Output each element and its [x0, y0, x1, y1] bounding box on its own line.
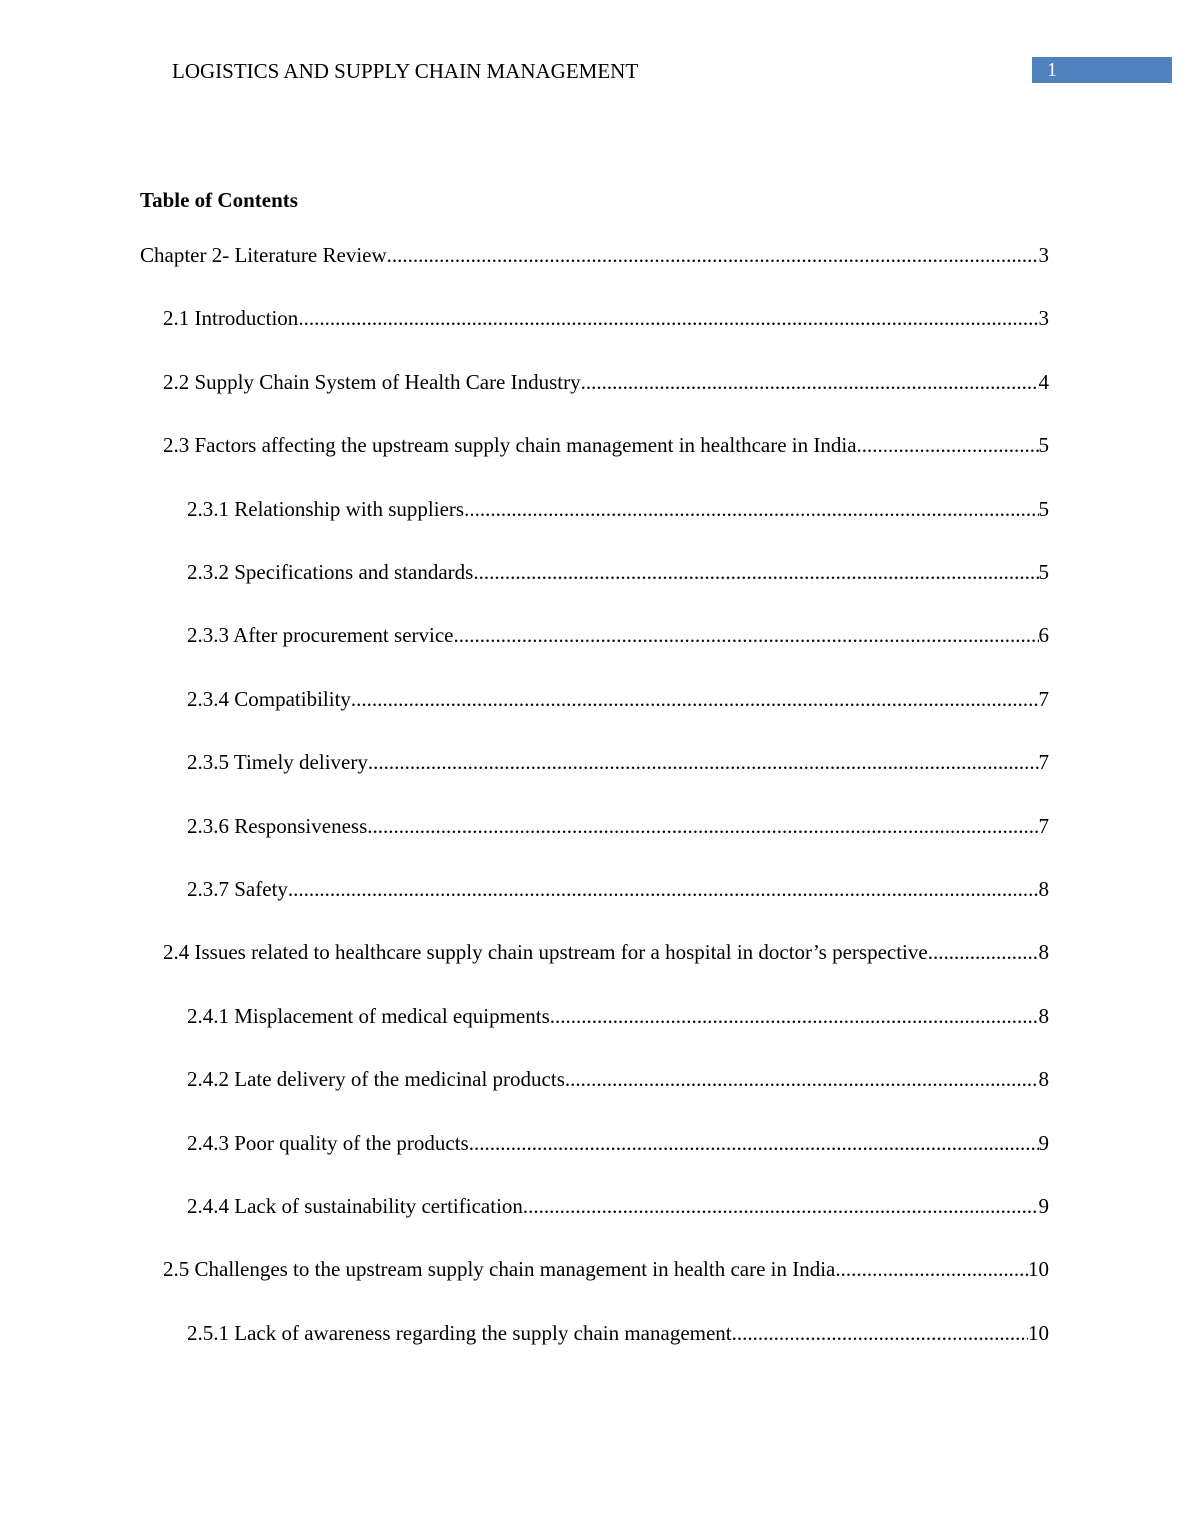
toc-entry-page-number: 5	[1038, 560, 1049, 584]
toc-entry-title: 2.4.3 Poor quality of the products	[187, 1131, 469, 1155]
toc-entry-title: 2.3.7 Safety	[187, 877, 288, 901]
toc-entry-page-number: 7	[1038, 750, 1049, 774]
toc-dot-leader	[469, 1129, 1039, 1157]
toc-dot-leader	[928, 938, 1039, 966]
toc-entry[interactable]	[140, 304, 1049, 332]
toc-entry[interactable]	[140, 812, 1049, 840]
toc-entry[interactable]	[140, 1065, 1049, 1093]
toc-heading: Table of Contents	[140, 188, 298, 212]
toc-entry[interactable]	[140, 495, 1049, 523]
toc-dot-leader	[368, 748, 1039, 776]
toc-entry-page-number: 3	[1038, 243, 1049, 267]
toc-entry-title: 2.1 Introduction	[163, 306, 299, 330]
toc-entry[interactable]	[140, 431, 1049, 459]
toc-entry[interactable]	[140, 1255, 1049, 1283]
toc-entry-title: 2.3 Factors affecting the upstream supply chain management in healthcare in India	[163, 433, 857, 457]
toc-entry-title: 2.3.5 Timely delivery	[187, 750, 368, 774]
toc-entry-page-number: 7	[1038, 687, 1049, 711]
toc-entry[interactable]	[140, 938, 1049, 966]
toc-dot-leader	[473, 558, 1038, 586]
toc-entry-title: 2.4 Issues related to healthcare supply chain upstream for a hospital in doctor’s perspective	[163, 940, 928, 964]
toc-entry-title: 2.5.1 Lack of awareness regarding the supply chain management	[187, 1321, 732, 1345]
toc-dot-leader	[550, 1002, 1039, 1030]
toc-entry[interactable]	[140, 1129, 1049, 1157]
toc-dot-leader	[835, 1255, 1028, 1283]
toc-entry-title: 2.3.1 Relationship with suppliers	[187, 497, 465, 521]
toc-entry-page-number: 5	[1038, 497, 1049, 521]
toc-entry[interactable]	[140, 748, 1049, 776]
toc-dot-leader	[523, 1192, 1039, 1220]
toc-entry[interactable]	[140, 875, 1049, 903]
toc-dot-leader	[351, 685, 1039, 713]
toc-dot-leader	[298, 304, 1038, 332]
toc-entry-page-number: 9	[1038, 1194, 1049, 1218]
toc-dot-leader	[464, 495, 1038, 523]
toc-entry-page-number: 10	[1028, 1321, 1049, 1345]
toc-entry-title: 2.2 Supply Chain System of Health Care Industry	[163, 370, 581, 394]
toc-entry-page-number: 4	[1038, 370, 1049, 394]
toc-entry-title: 2.4.1 Misplacement of medical equipments	[187, 1004, 550, 1028]
toc-entry-page-number: 8	[1038, 1067, 1049, 1091]
toc-dot-leader	[453, 621, 1038, 649]
toc-entry-title: Chapter 2- Literature Review	[140, 243, 387, 267]
toc-entry[interactable]	[140, 1192, 1049, 1220]
running-header-title: LOGISTICS AND SUPPLY CHAIN MANAGEMENT	[172, 59, 639, 83]
toc-entry[interactable]	[140, 241, 1049, 269]
toc-entry-page-number: 9	[1038, 1131, 1049, 1155]
toc-entry-page-number: 6	[1038, 623, 1049, 647]
toc-entry[interactable]	[140, 368, 1049, 396]
toc-entry-title: 2.3.4 Compatibility	[187, 687, 351, 711]
toc-entry-page-number: 5	[1038, 433, 1049, 457]
toc-dot-leader	[857, 431, 1039, 459]
page-number-badge	[1032, 57, 1172, 83]
toc-dot-leader	[288, 875, 1039, 903]
toc-dot-leader	[732, 1319, 1028, 1347]
toc-entry-page-number: 8	[1038, 877, 1049, 901]
toc-entry-page-number: 8	[1038, 940, 1049, 964]
toc-entry-page-number: 7	[1038, 814, 1049, 838]
toc-entry-page-number: 8	[1038, 1004, 1049, 1028]
toc-entry-title: 2.3.6 Responsiveness	[187, 814, 368, 838]
toc-entry-title: 2.4.2 Late delivery of the medicinal products	[187, 1067, 565, 1091]
toc-entry-page-number: 3	[1038, 306, 1049, 330]
toc-entry[interactable]	[140, 621, 1049, 649]
toc-dot-leader	[367, 812, 1038, 840]
toc-entry[interactable]	[140, 558, 1049, 586]
toc-dot-leader	[581, 368, 1039, 396]
toc-entry[interactable]	[140, 1319, 1049, 1347]
toc-entry-title: 2.3.3 After procurement service	[187, 623, 454, 647]
toc-dot-leader	[387, 241, 1039, 269]
toc-entry-page-number: 10	[1028, 1257, 1049, 1281]
toc-entry[interactable]	[140, 685, 1049, 713]
toc-entry-title: 2.4.4 Lack of sustainability certification	[187, 1194, 523, 1218]
toc-entry[interactable]	[140, 1002, 1049, 1030]
toc-dot-leader	[565, 1065, 1039, 1093]
toc-entry-title: 2.5 Challenges to the upstream supply chain management in health care in India	[163, 1257, 836, 1281]
toc-entry-title: 2.3.2 Specifications and standards	[187, 560, 474, 584]
page-number: 1	[1047, 59, 1057, 81]
